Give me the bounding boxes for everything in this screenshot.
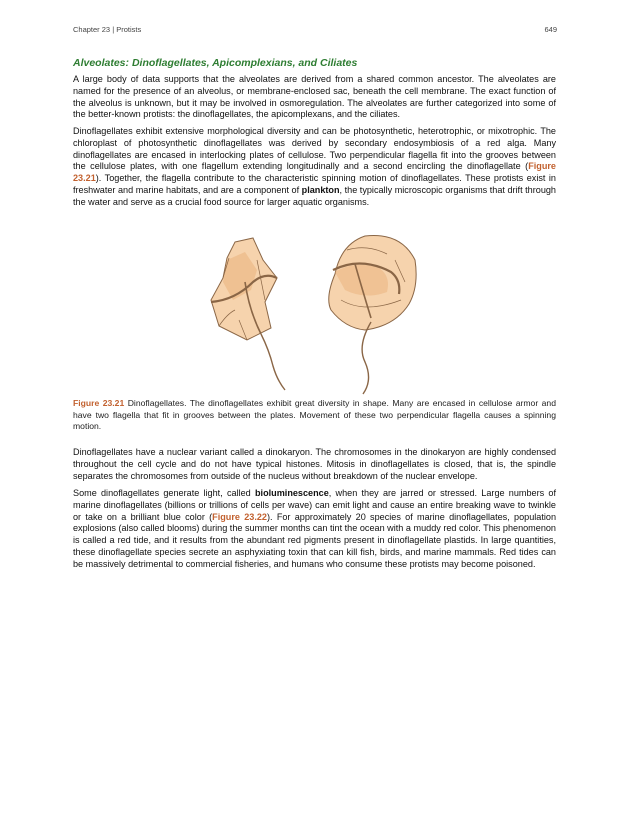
figure-label: Figure 23.21 (73, 398, 125, 408)
paragraph-text: Some dinoflagellates generate light, called (73, 488, 255, 498)
paragraph-alveolates: A large body of data supports that the alveolates are derived from a shared common ancestor. The alveolates are named for the presence of an alveolus, or membrane-enclosed sac, beneath the cell membrane. The exact function of the alveolus is unknown, but it may be involved in osmoregulation. The alveolates are further categorized into some of the better-known protists: the dinoflagellates, the apicomplexans, and the ciliates. (73, 74, 556, 120)
dinoflagellates-illustration (205, 230, 430, 398)
page-number: 649 (544, 25, 557, 34)
caption-text: Dinoflagellates. The dinoflagellates exhibit great diversity in shape. Many are encased in cellulose armor and have two flagella that fit in grooves between the plates. Movement of these two perpendicular flagella causes a spinning motion. (73, 398, 556, 432)
paragraph-text: Dinoflagellates exhibit extensive morphological diversity and can be photosynthetic, heterotrophic, or mixotrophic. The chloroplast of photosynthetic dinoflagellates was derived by secondary endosymbiosis of a red alga. Many dinoflagellates are encased in interlocking plates of cellulose. Two perpendicular flagella fit into the grooves between the cellulose plates, with one flagellum extending longitudinally and a second encircling the dinoflagellate ( (73, 126, 556, 172)
chapter-title: Chapter 23 | Protists (73, 25, 142, 34)
figure-reference-link[interactable]: Figure 23.22 (212, 511, 267, 522)
paragraph-text: , the typically microscopic organisms that drift through the water and serve as a crucial food source for larger aquatic organisms. (73, 184, 556, 207)
key-term-plankton: plankton (301, 184, 340, 195)
running-header (73, 25, 557, 34)
dinoflagellate-right (329, 236, 416, 395)
paragraph-text: ). Together, the flagella contribute to the characteristic spinning motion of dinoflagellates. These protists exist in freshwater and marine habitats, and are a component of (73, 173, 556, 195)
dinoflagellates-drawing (205, 230, 430, 398)
figure-caption (73, 398, 556, 433)
key-term-bioluminescence: bioluminescence (254, 488, 329, 498)
paragraph-dinoflagellates (73, 126, 556, 209)
paragraph-bioluminescence (73, 488, 556, 571)
figure-reference-link[interactable]: Figure 23.21 (73, 161, 556, 184)
paragraph-text: ). For approximately 20 species of marine dinoflagellates, population explosions (also called blooms) during the summer months can tint the ocean with a muddy red color. This phenomenon is called a red tide, and it results from the abundant red pigments present in dinoflagellate plastids. In large quantities, these dinoflagellate species secrete an asphyxiating toxin that can kill fish, birds, and marine mammals. Red tides can be massively detrimental to commercial fisheries, and humans who consume these protists may become poisoned. (73, 511, 556, 569)
paragraph-text: , when they are jarred or stressed. Large numbers of marine dinoflagellates (billions or trillions of cells per wave) can emit light and cause an entire breaking wave to twinkle or take on a brilliant blue color ( (73, 488, 556, 522)
section-title: Alveolates: Dinoflagellates, Apicomplexians, and Ciliates (73, 57, 358, 69)
dinoflagellate-left (211, 238, 285, 390)
paragraph-dinokaryon: Dinoflagellates have a nuclear variant called a dinokaryon. The chromosomes in the dinokaryon are highly condensed throughout the cell cycle and do not have typical histones. Mitosis in dinoflagellates is closed, that is, the spindle separates the chromosomes from outside of the nucleus without breakdown of the nuclear envelope. (73, 447, 556, 481)
